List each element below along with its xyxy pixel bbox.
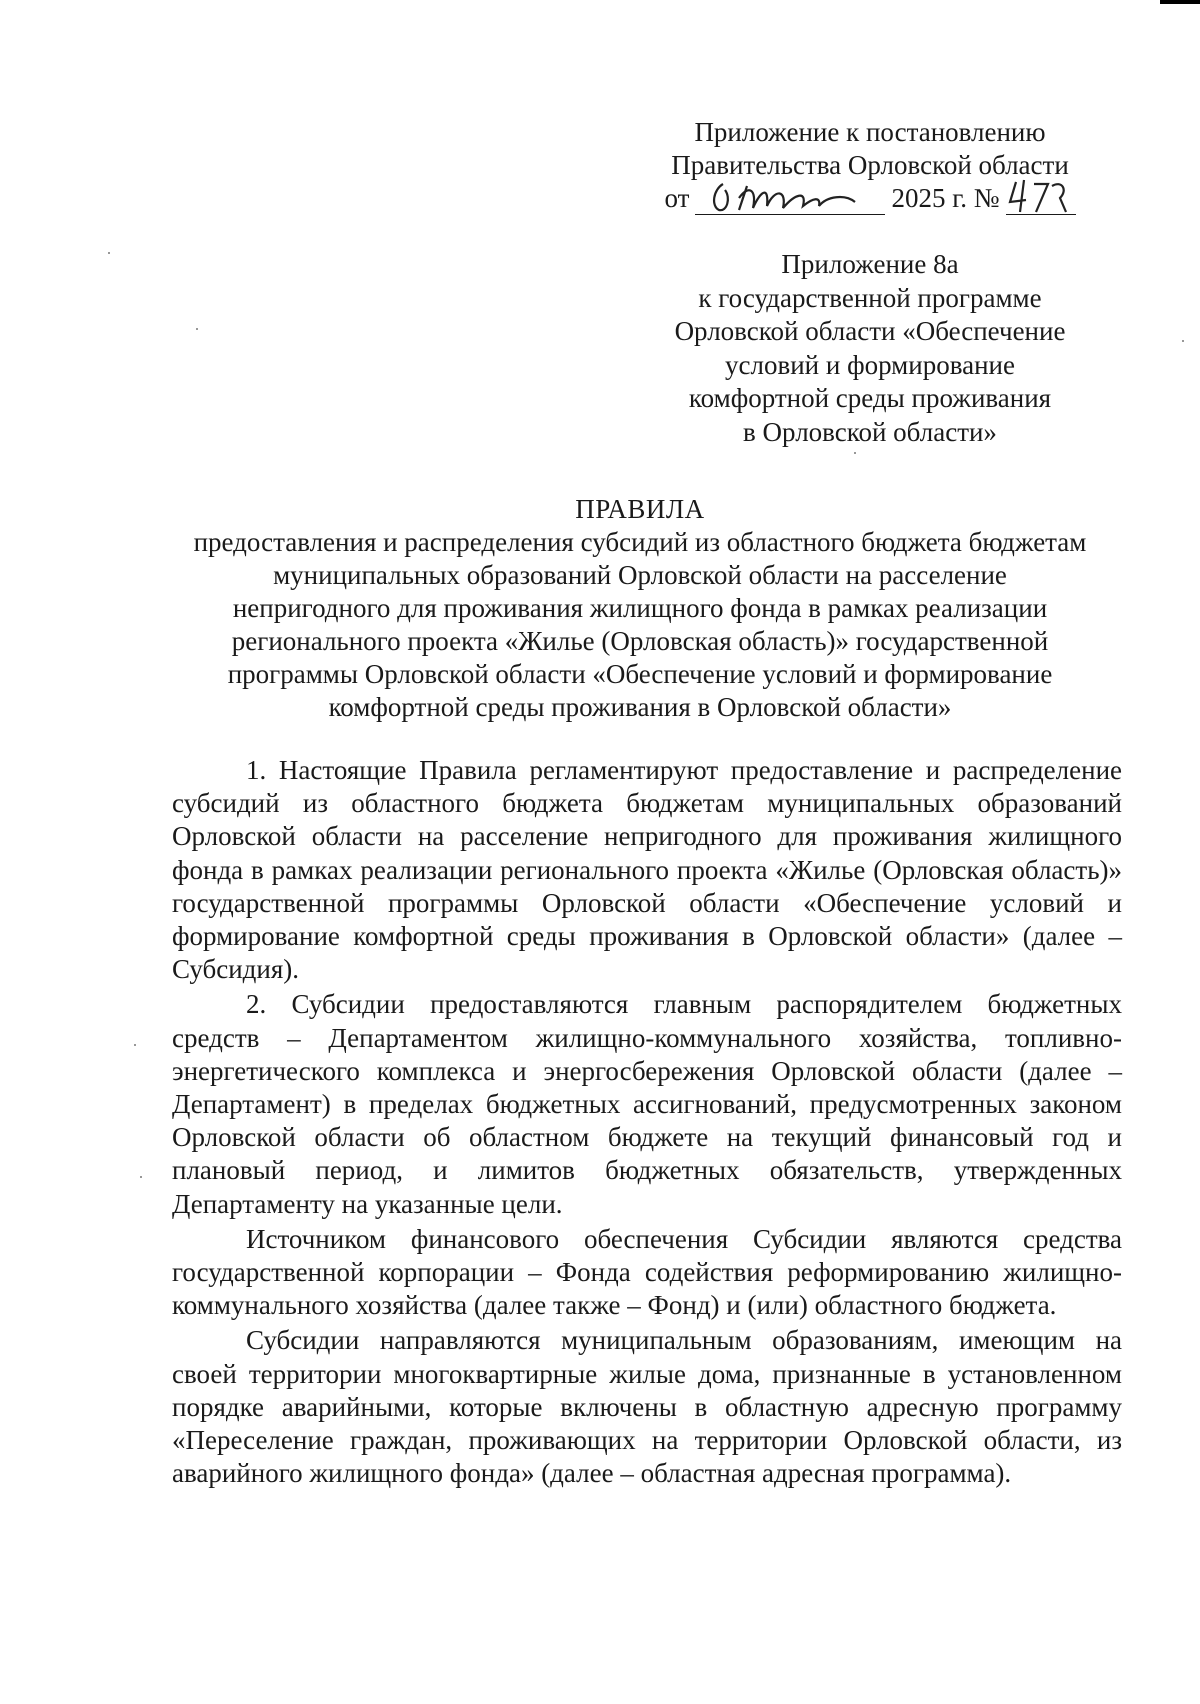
annotation-line-2: Правительства Орловской области	[671, 150, 1069, 180]
handwritten-number-signature	[1006, 176, 1076, 216]
paragraph-3: Источником финансового обеспечения Субсидии являются средства государственной корпорации – Фонда содействия реформированию жилищно-коммунального хозяйства (далее также – Фонд) и (или) областного бюджета.	[172, 1223, 1122, 1321]
year-and-number-label: 2025 г. №	[891, 183, 1000, 213]
scan-speck	[134, 1044, 136, 1046]
appendix-line: Приложение 8а	[781, 249, 959, 279]
resolution-date-line	[660, 182, 1080, 215]
title-heading: ПРАВИЛА	[575, 494, 705, 524]
date-prefix: от	[664, 183, 690, 213]
appendix-line: в Орловской области»	[743, 416, 997, 447]
paragraph-4: Субсидии направляются муниципальным образованиям, имеющим на своей территории многоквартирные жилые дома, признанные в установленном порядке аварийными, которые включены в областную адресную программу «Переселение граждан, проживающих на территории Орловской области, из аварийного жилищного фонда» (далее – областная адресная программа).	[172, 1325, 1122, 1489]
appendix-line: комфортной среды проживания	[688, 383, 1052, 413]
title-line: регионального проекта «Жилье (Орловская область)» государственной	[231, 626, 1049, 656]
scan-speck	[1182, 340, 1184, 342]
appendix-line: Орловской области «Обеспечение	[674, 316, 1066, 346]
scan-speck	[108, 252, 110, 254]
resolution-annotation	[660, 116, 1080, 215]
annotation-line-1: Приложение к постановлению	[694, 117, 1046, 147]
handwritten-date	[695, 184, 885, 215]
appendix-block	[660, 248, 1080, 449]
title-line: муниципальных образований Орловской области на расселение	[273, 560, 1007, 590]
document-body	[172, 754, 1122, 1490]
handwritten-number	[1006, 184, 1076, 215]
appendix-line: к государственной программе	[698, 282, 1042, 313]
title-line: комфортной среды проживания в Орловской области»	[328, 692, 952, 722]
scan-speck	[854, 452, 856, 454]
scan-speck	[196, 328, 198, 330]
paragraph-1: 1. Настоящие Правила регламентируют предоставление и распределение субсидий из областного бюджета бюджетам муниципальных образований Орловской области на расселение непригодного для проживания жилищного фонда в рамках реализации регионального проекта «Жилье (Орловская область)» государственной программы Орловской области «Обеспечение условий и формирование комфортной среды проживания в Орловской области» (далее – Субсидия).	[172, 755, 1122, 985]
paragraph-2: 2. Субсидии предоставляются главным распорядителем бюджетных средств – Департаментом жилищно-коммунального хозяйства, топливно-энергетического комплекса и энергосбережения Орловской области (далее – Департамент) в пределах бюджетных ассигнований, предусмотренных законом Орловской области об областном бюджете на текущий финансовый год и плановый период, и лимитов бюджетных обязательств, утвержденных Департаменту на указанные цели.	[172, 989, 1122, 1219]
page-edge-mark	[1160, 0, 1200, 4]
title-line: программы Орловской области «Обеспечение условий и формирование	[227, 659, 1053, 689]
title-line: непригодного для проживания жилищного фонда в рамках реализации	[232, 593, 1048, 623]
document-title	[160, 493, 1120, 724]
title-line: предоставления и распределения субсидий из областного бюджета бюджетам	[193, 527, 1087, 557]
scan-speck	[140, 1176, 142, 1178]
handwritten-date-signature	[695, 176, 885, 216]
appendix-line: условий и формирование	[725, 349, 1015, 380]
